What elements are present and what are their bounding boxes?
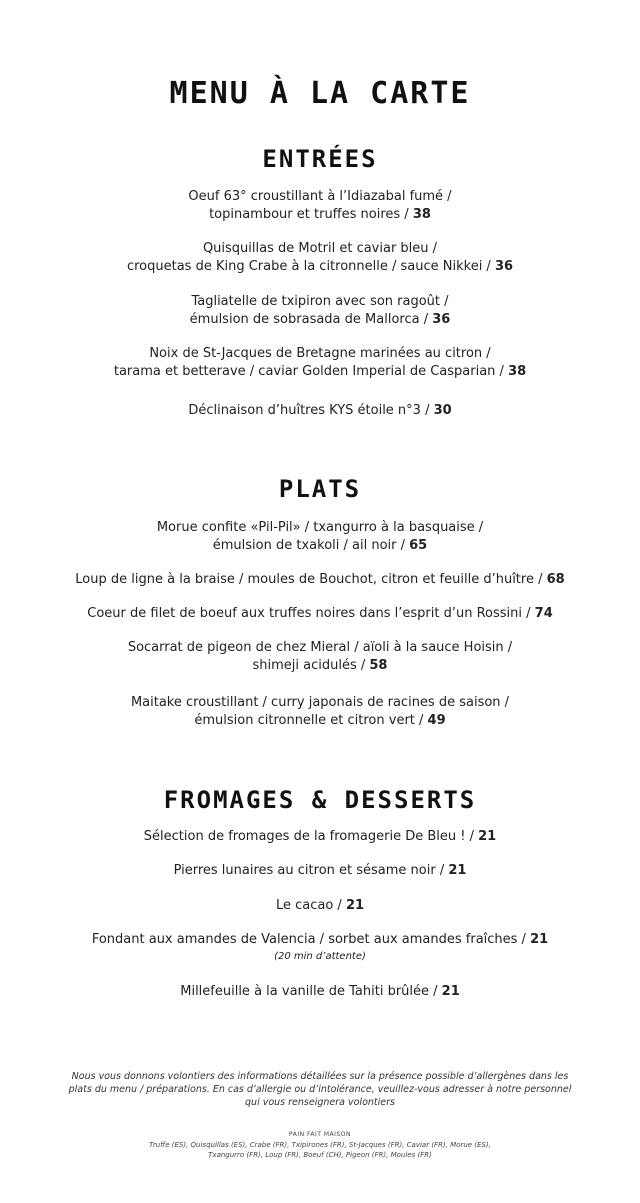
dish-price: 30 <box>433 403 452 418</box>
dish-price: 65 <box>409 538 428 553</box>
dish-description: Oeuf 63° croustillant à l’Idiazabal fumé / <box>188 189 452 204</box>
menu-item <box>0 639 640 675</box>
menu-item <box>0 345 640 381</box>
dish-description: topinambour et truffes noires / <box>209 207 413 222</box>
dish-description: émulsion de txakoli / ail noir / <box>212 538 410 553</box>
menu-item <box>0 862 640 880</box>
dish-price: 38 <box>508 364 527 379</box>
dish-price: 74 <box>534 606 553 621</box>
dish-description: croquetas de King Crabe à la citronnelle / sauce Nikkei / <box>126 259 495 274</box>
dish-description: Quisquillas de Motril et caviar bleu / <box>202 241 438 256</box>
dish-description: Pierres lunaires au citron et sésame noir / <box>173 863 449 878</box>
menu-item <box>0 293 640 329</box>
dish-price: 21 <box>345 898 365 913</box>
menu-item <box>0 188 640 224</box>
dish-price: 36 <box>494 259 514 274</box>
footer-heading: PAIN FAIT MAISON <box>289 1131 351 1138</box>
dish-price: 21 <box>448 863 467 878</box>
dish-description: émulsion de sobrasada de Mallorca / <box>189 312 433 327</box>
footer-origins: Truffe (ES), Quisquillas (ES), Crabe (FR), Txipirones (FR), St-Jacques (FR), Caviar (FR), Morue (ES), Txangurro (FR), Loup (FR), Boeuf (CH), Pigeon (FR), Moules (FR) <box>149 1141 491 1159</box>
dish-description: Socarrat de pigeon de chez Mieral / aïoli à la sauce Hoisin / <box>127 640 513 655</box>
dish-description: Déclinaison d’huîtres KYS étoile n°3 / <box>188 403 434 418</box>
menu-item <box>0 694 640 730</box>
menu-item <box>0 240 640 276</box>
dish-price: 21 <box>530 932 549 947</box>
menu-item <box>0 828 640 846</box>
dish-description: Maitake croustillant / curry japonais de racines de saison / <box>130 695 510 710</box>
dish-description: Le cacao / <box>275 898 346 913</box>
dish-description: Noix de St-Jacques de Bretagne marinées au citron / <box>149 346 491 361</box>
dish-price: 68 <box>546 572 565 587</box>
dish-price: 58 <box>369 658 388 673</box>
dish-description: tarama et betterave / caviar Golden Imperial de Casparian / <box>113 364 509 379</box>
dish-description: Millefeuille à la vanille de Tahiti brûlée / <box>180 984 442 999</box>
dish-note: (20 min d’attente) <box>274 951 366 962</box>
dish-description: émulsion citronnelle et citron vert / <box>194 713 428 728</box>
dish-price: 36 <box>432 312 451 327</box>
dish-description: Sélection de fromages de la fromagerie De Bleu ! / <box>143 829 479 844</box>
section-title-desserts: FROMAGES & DESSERTS <box>163 786 477 814</box>
menu-item <box>0 571 640 589</box>
allergen-disclaimer: Nous vous donnons volontiers des informations détaillées sur la présence possible d’allergènes dans les plats du menu / préparations. En cas d’allergie ou d’intolérance, veuillez-vous adresser à notre personnel qui vous renseignera volontiers <box>68 1071 572 1108</box>
menu-item <box>0 897 640 915</box>
dish-description: Coeur de filet de boeuf aux truffes noires dans l’esprit d’un Rossini / <box>87 606 535 621</box>
section-title-plats: PLATS <box>278 475 362 503</box>
dish-price: 38 <box>412 207 431 222</box>
menu-title: MENU À LA CARTE <box>169 76 471 111</box>
menu-item <box>0 605 640 623</box>
dish-description: Fondant aux amandes de Valencia / sorbet aux amandes fraîches / <box>91 932 531 947</box>
menu-item <box>0 402 640 420</box>
dish-description: Loup de ligne à la braise / moules de Bouchot, citron et feuille d’huître / <box>75 572 547 587</box>
dish-price: 49 <box>427 713 446 728</box>
section-title-entrees: ENTRÉES <box>262 145 378 173</box>
menu-item <box>0 931 640 965</box>
menu-item <box>0 983 640 1001</box>
dish-description: Morue confite «Pil-Pil» / txangurro à la basquaise / <box>156 520 484 535</box>
dish-price: 21 <box>478 829 497 844</box>
menu-item <box>0 519 640 555</box>
dish-description: shimeji acidulés / <box>252 658 370 673</box>
dish-description: Tagliatelle de txipiron avec son ragoût / <box>191 294 449 309</box>
dish-price: 21 <box>441 984 460 999</box>
